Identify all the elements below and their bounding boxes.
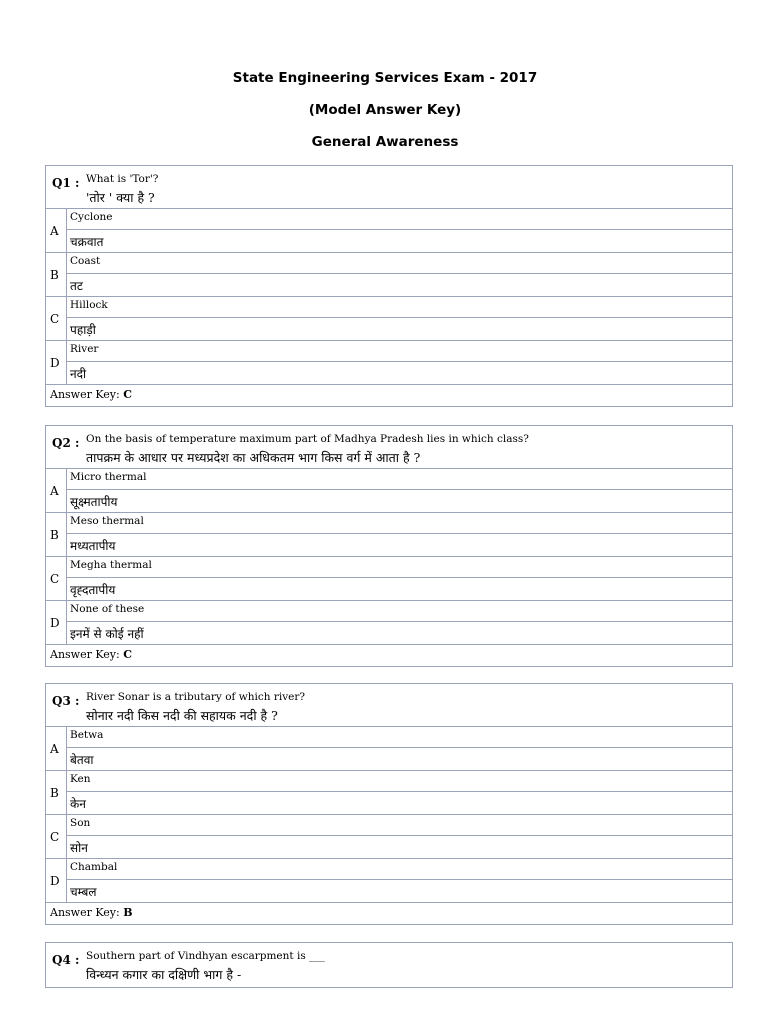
option-letter: C — [46, 815, 67, 858]
option-text-hi: चक्रवात — [70, 235, 104, 249]
question-text-en: River Sonar is a tributary of which river? — [86, 691, 305, 703]
option-row — [46, 858, 732, 902]
question-text-hi: 'तोर ' क्या है ? — [86, 190, 155, 205]
option-row — [46, 296, 732, 340]
option-text-hi: तट — [70, 279, 83, 293]
question-text-hi: तापक्रम के आधार पर मध्यप्रदेश का अधिकतम भाग किस वर्ग में आता है ? — [86, 450, 421, 465]
answer-key-label: Answer Key: — [50, 388, 120, 401]
option-text-hi: सूक्ष्मतापीय — [70, 495, 118, 509]
question-text-en: On the basis of temperature maximum part of Madhya Pradesh lies in which class? — [86, 433, 529, 445]
option-letter: B — [46, 253, 67, 296]
option-letter: C — [46, 557, 67, 600]
option-text-en: Hillock — [67, 297, 732, 318]
answer-key-value: C — [123, 648, 132, 661]
option-text-hi: वृह्दतापीय — [70, 583, 116, 597]
option-letter: D — [46, 859, 67, 902]
option-letter: A — [46, 209, 67, 252]
question-text-en: What is 'Tor'? — [86, 173, 159, 185]
option-row — [46, 556, 732, 600]
option-row — [46, 600, 732, 644]
option-text-en: Chambal — [67, 859, 732, 880]
option-text-hi: सोन — [70, 841, 88, 855]
document-subtitle: (Model Answer Key) — [308, 102, 462, 118]
option-text-hi: पहाड़ी — [70, 323, 96, 337]
question-number: Q4 : — [52, 953, 80, 967]
option-letter: A — [46, 727, 67, 770]
answer-key-value: B — [123, 906, 133, 919]
question-number: Q2 : — [52, 436, 80, 450]
option-text-hi: बेतवा — [70, 753, 94, 767]
option-letter: B — [46, 513, 67, 556]
answer-key-value: C — [123, 388, 132, 401]
option-text-hi: चम्बल — [70, 885, 97, 899]
answer-key — [46, 644, 732, 666]
option-letter: B — [46, 771, 67, 814]
option-letter: C — [46, 297, 67, 340]
option-row — [46, 208, 732, 252]
option-text-en: River — [67, 341, 732, 362]
question-block-4 — [45, 942, 733, 988]
question-block-3 — [45, 683, 733, 925]
option-text-en: Megha thermal — [67, 557, 732, 578]
option-text-hi: नदी — [70, 367, 87, 381]
option-row — [46, 726, 732, 770]
question-number: Q1 : — [52, 176, 80, 190]
question-block-1 — [45, 165, 733, 407]
answer-key-label: Answer Key: — [50, 648, 120, 661]
option-text-en: Cyclone — [67, 209, 732, 230]
option-row — [46, 468, 732, 512]
answer-key-label: Answer Key: — [50, 906, 120, 919]
option-letter: D — [46, 341, 67, 384]
option-text-en: Coast — [67, 253, 732, 274]
option-row — [46, 814, 732, 858]
question-block-2 — [45, 425, 733, 667]
section-title: General Awareness — [311, 134, 459, 150]
option-text-hi: केन — [70, 797, 86, 811]
question-number: Q3 : — [52, 694, 80, 708]
document-title: State Engineering Services Exam - 2017 — [232, 70, 538, 86]
option-row — [46, 512, 732, 556]
question-text-en: Southern part of Vindhyan escarpment is ___ — [86, 950, 325, 962]
option-letter: D — [46, 601, 67, 644]
option-letter: A — [46, 469, 67, 512]
option-text-en: Micro thermal — [67, 469, 732, 490]
option-text-hi: इनमें से कोई नहीं — [70, 627, 144, 641]
option-row — [46, 340, 732, 384]
option-text-hi: मध्यतापीय — [70, 539, 116, 553]
answer-key — [46, 902, 732, 924]
option-row — [46, 770, 732, 814]
answer-key — [46, 384, 732, 406]
option-text-en: None of these — [67, 601, 732, 622]
option-text-en: Son — [67, 815, 732, 836]
option-row — [46, 252, 732, 296]
question-text-hi: सोनार नदी किस नदी की सहायक नदी है ? — [86, 708, 278, 723]
question-text-hi: विन्ध्यन कगार का दक्षिणी भाग है - — [86, 967, 242, 982]
option-text-en: Ken — [67, 771, 732, 792]
option-text-en: Meso thermal — [67, 513, 732, 534]
option-text-en: Betwa — [67, 727, 732, 748]
